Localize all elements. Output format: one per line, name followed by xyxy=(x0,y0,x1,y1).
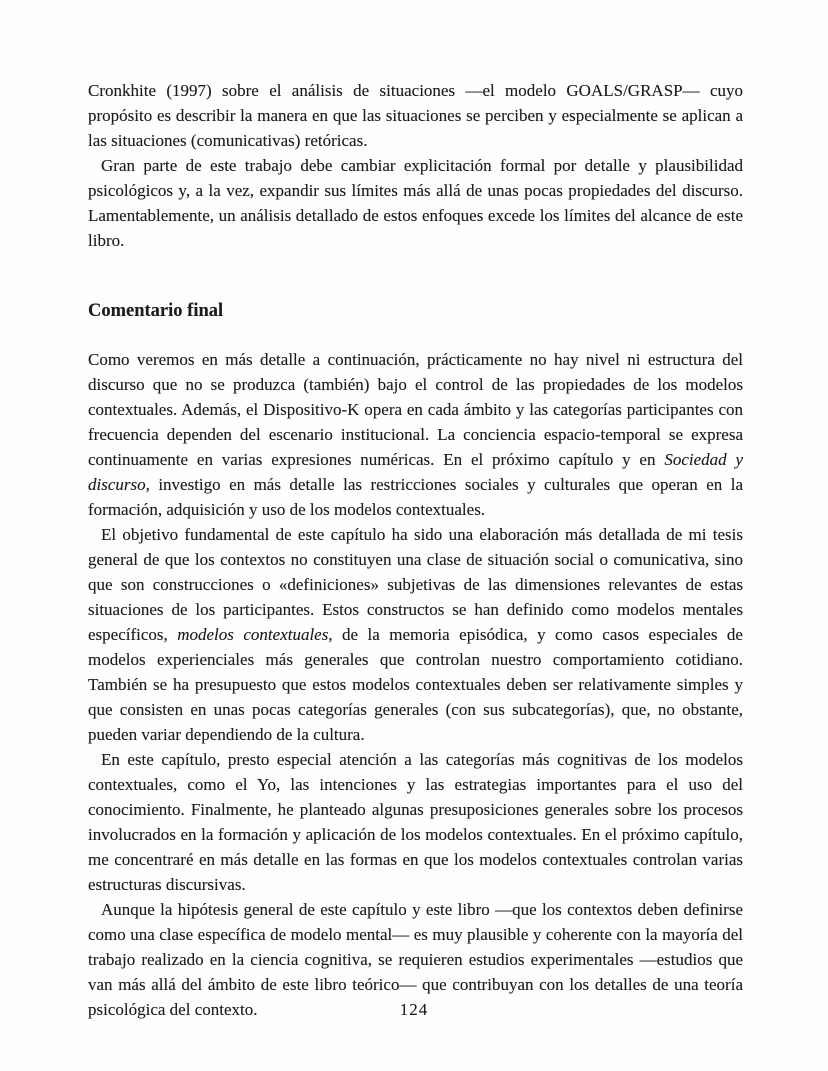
italic-term: modelos contextuales xyxy=(177,625,329,644)
paragraph xyxy=(88,747,743,897)
paragraph-text: Cronkhite (1997) sobre el análisis de situaciones —el modelo GOALS/GRASP— cuyo propósito es describir la manera en que las situaciones se perciben y especialmente se aplican a las situaciones (comunicativas) retóricas. xyxy=(88,81,743,150)
paragraph xyxy=(88,153,743,253)
paragraph-text: El objetivo fundamental de este capítulo ha sido una elaboración más detallada de mi tesis general de que los contextos no constituyen una clase de situación social o comunicativa, sino que son construcciones o «definiciones» subjetivas de las dimensiones relevantes de estas situaciones de los participantes. Estos constructos se han definido como modelos mentales específicos, xyxy=(88,525,743,644)
paragraph-text: Aunque la hipótesis general de este capítulo y este libro —que los contextos deben definirse como una clase específica de modelo mental— es muy plausible y coherente con la mayoría del trabajo realizado en la ciencia cognitiva, se requieren estudios experimentales —estudios que van más allá del ámbito de este libro teórico— que contribuyan con los detalles de una teoría psicológica del contexto. xyxy=(88,900,743,1019)
italic-book-title: Sociedad y discurso, xyxy=(88,450,744,494)
paragraph xyxy=(88,78,743,153)
paragraph-text: investigo en más detalle las restricciones sociales y culturales que operan en la formación, adquisición y uso de los modelos contextuales. xyxy=(88,475,743,519)
paragraph xyxy=(88,522,743,747)
paragraph-text: En este capítulo, presto especial atención a las categorías más cognitivas de los modelos contextuales, como el Yo, las intenciones y las estrategias importantes para el uso del conocimiento. Finalmente, he planteado algunas presuposiciones generales sobre los procesos involucrados en la formación y aplicación de los modelos contextuales. En el próximo capítulo, me concentraré en más detalle en las formas en que los modelos contextuales controlan varias estructuras discursivas. xyxy=(88,750,743,894)
paragraph-text: , de la memoria episódica, y como casos especiales de modelos experienciales más generales que controlan nuestro comportamiento cotidiano. También se ha presupuesto que estos modelos contextuales deben ser relativamente simples y que consisten en unas pocas categorías generales (con sus subcategorías), que, no obstante, pueden variar dependiendo de la cultura. xyxy=(88,625,743,744)
paragraph-text: Como veremos en más detalle a continuación, prácticamente no hay nivel ni estructura del discurso que no se produzca (también) bajo el control de las propiedades de los modelos contextuales. Además, el Dispositivo-K opera en cada ámbito y las categorías participantes con frecuencia dependen del escenario institucional. La conciencia espacio-temporal se expresa continuamente en varias expresiones numéricas. En el próximo capítulo y en xyxy=(88,350,743,469)
paragraph-text: Gran parte de este trabajo debe cambiar explicitación formal por detalle y plausibilidad psicológicos y, a la vez, expandir sus límites más allá de unas pocas propiedades del discurso. Lamentablemente, un análisis detallado de estos enfoques excede los límites del alcance de este libro. xyxy=(88,156,743,250)
page-number: 124 xyxy=(399,1000,429,1019)
text-block xyxy=(88,78,743,1022)
paragraph xyxy=(88,347,743,522)
section-heading: Comentario final xyxy=(88,301,224,321)
